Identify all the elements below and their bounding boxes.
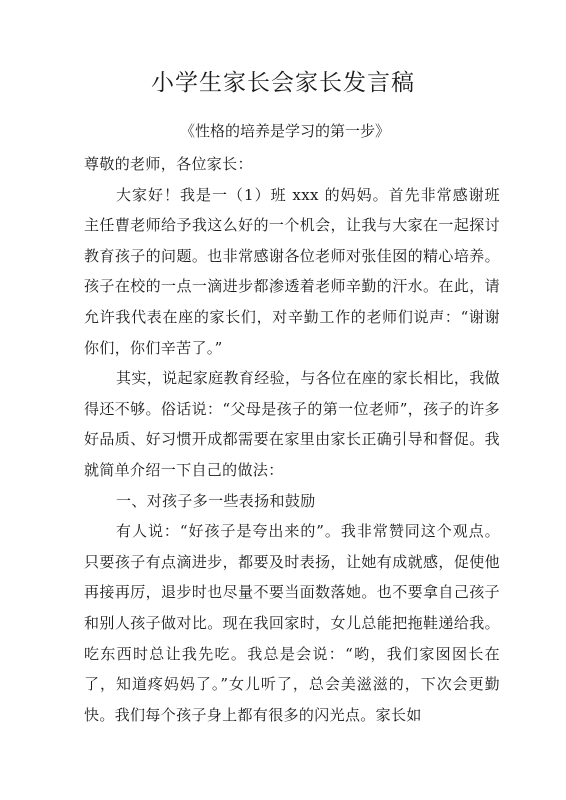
- salutation: 尊敬的老师，各位家长：: [84, 155, 253, 173]
- section-heading-praise: 一、对孩子多一些表扬和鼓励: [116, 491, 316, 510]
- paragraph-praise: 有人说：“好孩子是夸出来的”。我非常赞同这个观点。只要孩子有点滴进步，都要及时表扬，让她有成就感，促使他再接再厉，退步时也尽量不要当面数落她。也不要拿自己孩子和别人孩子做对比。现在我回家时，女儿总能把拖鞋递给我。吃东西时总让我先吃。我总是会说：“哟，我们家囡囡长在了，知道疼妈妈了。”女儿听了，总会美滋滋的，下次会更勤快。我们每个孩子身上都有很多的闪光点。家长如: [84, 522, 500, 724]
- paragraph-greeting: 大家好！我是一（1）班 xxx 的妈妈。首先非常感谢班主任曹老师给予我这么好的一个机会，让我与大家在一起探讨教育孩子的问题。也非常感谢各位老师对张佳囡的精心培养。孩子在校的一点一滴进步都渗透着老师辛勤的汗水。在此，请允许我代表在座的家长们，对辛勤工作的老师们说声：“谢谢你们，你们辛苦了。”: [84, 185, 500, 357]
- document-body: [84, 149, 500, 730]
- document-subtitle: 《性格的培养是学习的第一步》: [179, 122, 390, 140]
- paragraph-experience: 其实，说起家庭教育经验，与各位在座的家长相比，我做得还不够。俗话说：“父母是孩子的第一位老师”，孩子的许多好品质、好习惯开成都需要在家里由家长正确引导和督促。我就简单介绍一下自己的做法：: [84, 369, 500, 479]
- document-title: 小学生家长会家长发言稿: [151, 70, 415, 96]
